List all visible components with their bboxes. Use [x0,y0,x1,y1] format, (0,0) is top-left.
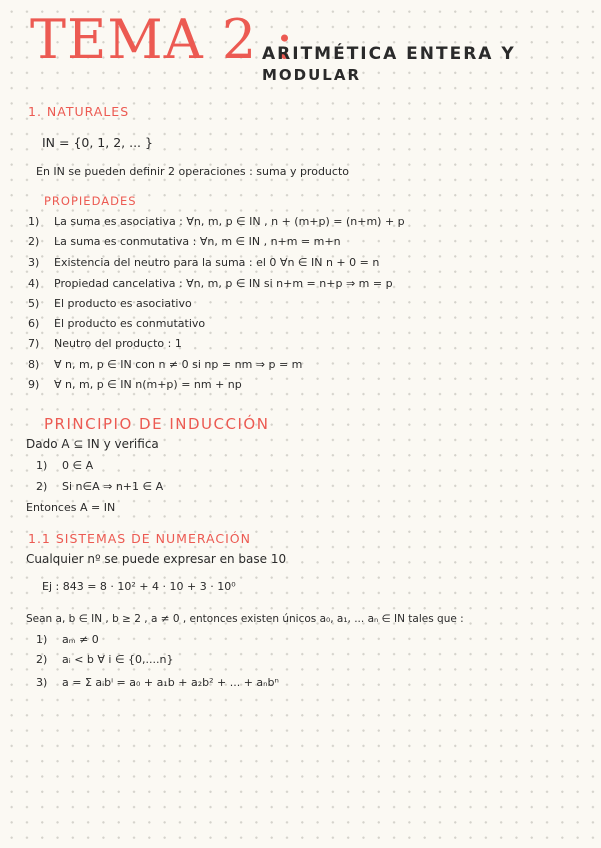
induction-heading: PRINCIPIO DE INDUCCIÓN [44,415,270,433]
property-text: Propiedad cancelativa : ∀n, m, p ∈ IN si n+m = n+p ⇒ m = p [54,277,393,290]
property-number: 9) [28,378,40,391]
numeration-intro: Cualquier nº se puede expresar en base 10 [26,552,287,566]
numeration-text: a = Σ aᵢbⁱ = a₀ + a₁b + a₂b² + ... + aₙbⁿ [62,676,279,689]
numeration-heading: 1.1 SISTEMAS DE NUMERACIÓN [28,531,251,546]
property-number: 5) [28,297,40,310]
page-subtitle-line2: MODULAR [262,66,362,84]
section-heading-naturales: 1. NATURALES [28,104,130,119]
numeration-number: 2) [36,653,48,666]
page-subtitle-line1: ARITMÉTICA ENTERA Y [262,44,516,64]
property-item [28,255,379,271]
numeration-number: 3) [36,676,48,689]
property-number: 3) [28,256,40,269]
numeration-statement: Sean a, b ∈ IN , b ≥ 2 , a ≠ 0 , entonces existen únicos a₀, a₁, ... aₙ ∈ IN tales que : [26,613,464,625]
properties-heading: PROPIEDADES [44,194,137,208]
numeration-example: Ej : 843 = 8 · 10² + 4 · 10 + 3 · 10⁰ [42,580,236,593]
property-item [28,377,242,393]
property-text: La suma es conmutativa : ∀n, m ∈ IN , n+m = m+n [54,235,341,248]
induction-item [36,479,163,495]
property-item [28,296,192,312]
property-text: ∀ n, m, p ∈ IN con n ≠ 0 si np = nm ⇒ p = m [54,358,303,371]
induction-number: 2) [36,480,48,493]
induction-number: 1) [36,459,48,472]
property-text: Existencia del neutro para la suma : el 0 ∀n ∈ IN n + 0 = n [54,256,380,269]
numeration-number: 1) [36,633,48,646]
naturals-set-definition: IN = {0, 1, 2, ... } [42,135,153,150]
property-text: El producto es asociativo [54,297,192,310]
property-text: Neutro del producto : 1 [54,337,182,350]
induction-conclusion: Entonces A = IN [26,501,116,514]
property-text: La suma es asociativa : ∀n, m, p ∈ IN , n + (m+p) = (n+m) + p [54,215,405,228]
page-title: TEMA 2 : [30,8,295,71]
numeration-item [36,675,279,691]
induction-item [36,458,93,474]
numeration-item [36,652,174,668]
property-number: 2) [28,235,40,248]
property-item [28,336,182,352]
property-number: 7) [28,337,40,350]
property-item [28,214,405,230]
property-item [28,316,205,332]
property-item [28,357,302,373]
induction-text: 0 ∈ A [62,459,94,472]
property-item [28,276,393,292]
induction-intro: Dado A ⊆ IN y verifica [26,437,159,451]
numeration-text: aᵢ < b ∀ i ∈ {0,....n} [62,653,174,666]
property-text: ∀ n, m, p ∈ IN n(m+p) = nm + np [54,378,242,391]
numeration-item [36,632,99,648]
naturals-intro: En IN se pueden definir 2 operaciones : suma y producto [36,165,349,178]
property-number: 8) [28,358,40,371]
property-number: 4) [28,277,40,290]
numeration-text: aₘ ≠ 0 [62,633,99,646]
property-item [28,234,341,250]
property-number: 1) [28,215,40,228]
induction-text: Si n∈A ⇒ n+1 ∈ A [62,480,164,493]
property-text: El producto es conmutativo [54,317,206,330]
property-number: 6) [28,317,40,330]
